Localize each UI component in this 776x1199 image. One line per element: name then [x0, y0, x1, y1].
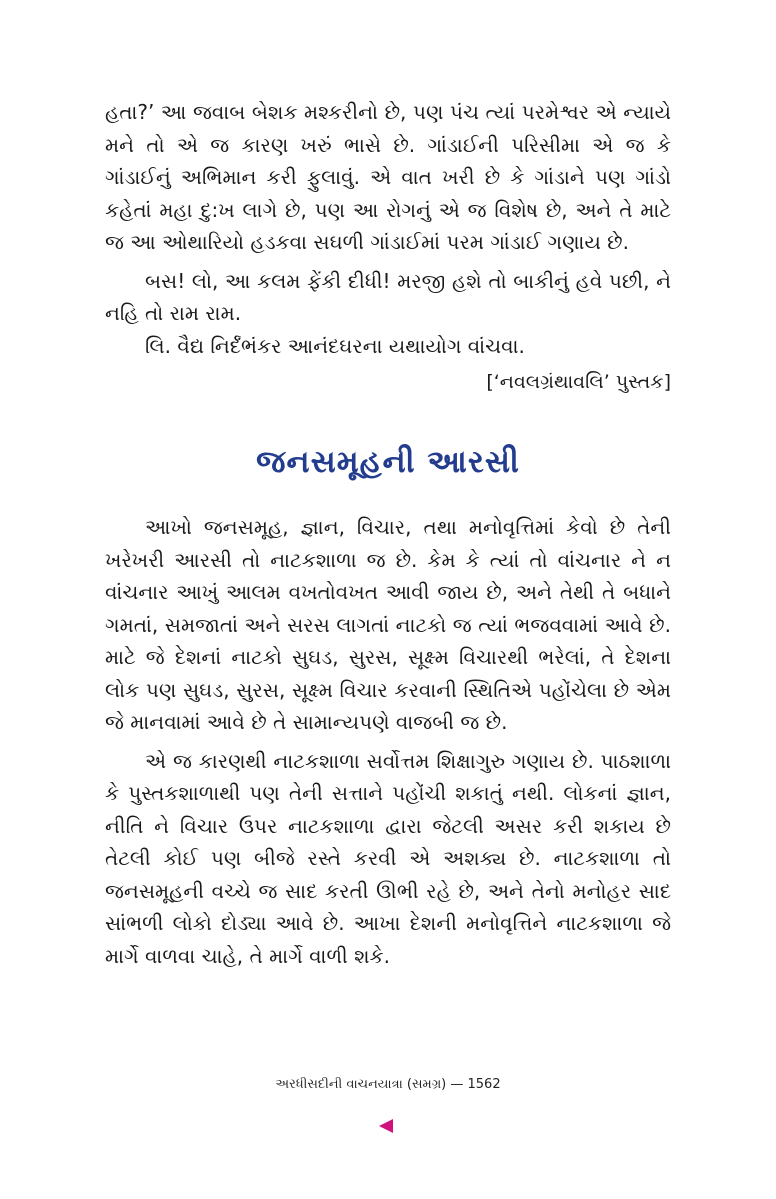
source-citation: [‘નવલગ્રંથાવલિ’ પુસ્તક] — [486, 371, 671, 393]
previous-page-arrow-icon[interactable] — [379, 1119, 393, 1133]
closing-paragraph: બસ! લો, આ કલમ ફેંકી દીધી! મરજી હશે તો બાકીનું હવે પછી, ને નહિ તો રામ રામ. — [105, 268, 671, 325]
body-paragraph-1: આખો જનસમૂહ, જ્ઞાન, વિચાર, તથા મનોવૃત્તિમાં કેવો છે તેની ખરેખરી આરસી તો નાટકશાળા જ છે. કેમ કે ત્યાં તો વાંચનાર ને ન વાંચનાર આખું આલમ વખતોવખત આવી જાય છે, અને તેથી તે બધાને ગમતાં, સમજાતાં અને સરસ લાગતાં નાટકો જ ત્યાં ભજવવામાં આવે છે. માટે જે દેશનાં નાટકો સુઘડ, સુરસ, સૂક્ષ્મ વિચારથી ભરેલાં, તે દેશના લોક પણ સુઘડ, સુરસ, સૂક્ષ્મ વિચાર કરવાની સ્થિતિએ પહોંચેલા છે એમ જે માનવામાં આવે છે તે સામાન્યપણે વાજબી જ છે. — [105, 515, 671, 734]
body-paragraph-2: એ જ કારણથી નાટકશાળા સર્વોત્તમ શિક્ષાગુરુ ગણાય છે. પાઠશાળા કે પુસ્તકશાળાથી પણ તેની સત્તાને પહોંચી શકાતું નથી. લોકનાં જ્ઞાન, નીતિ ને વિચાર ઉપર નાટકશાળા દ્વારા જેટલી અસર કરી શકાય છે તેટલી કોઈ પણ બીજે રસ્તે કરવી એ અશક્ય છે. નાટકશાળા તો જનસમૂહની વચ્ચે જ સાદ કરતી ઊભી રહે છે, અને તેનો મનોહર સાદ સાંભળી લોકો દોડ્યા આવે છે. આખા દેશની મનોવૃત્તિને નાટકશાળા જે માર્ગે વાળવા ચાહે, તે માર્ગે વાળી શકે. — [105, 748, 671, 968]
section-title: જનસમૂહની આરસી — [256, 444, 520, 480]
page-content — [105, 96, 671, 972]
page-footer: અરધીસદીની વાચનયાત્રા (સમગ્ર) — 1562 — [275, 1077, 501, 1092]
signature-line: લિ. વૈદ્ય નિર્દંભંકર આનંદઘરના યથાયોગ વાંચવા. — [145, 333, 525, 358]
continuation-paragraph: હતા?’ આ જવાબ બેશક મશ્કરીનો છે, પણ પંચ ત્યાં પરમેશ્વર એ ન્યાયે મને તો એ જ કારણ ખરું ભાસે છે. ગાંડાઈની પરિસીમા એ જ કે ગાંડાઈનું અભિમાન કરી ફુલાવું. એ વાત ખરી છે કે ગાંડાને પણ ગાંડો કહેતાં મહા દુ:ખ લાગે છે, પણ આ રોગનું એ જ વિશેષ છે, અને તે માટે જ આ ઓથારિયો હડકવા સઘળી ગાંડાઈમાં પરમ ગાંડાઈ ગણાય છે. — [105, 100, 671, 254]
